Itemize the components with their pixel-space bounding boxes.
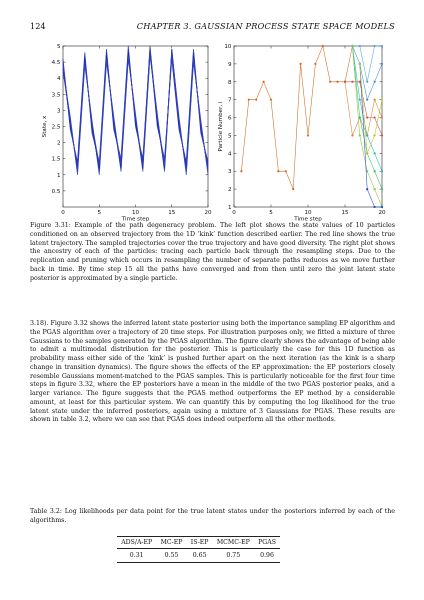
figure-caption: Figure 3.31: Example of the path degeneracy problem. The left plot shows the state values of 10 particles conditioned on an observed trajectory from the 1D ‘kink’ function described earlier. The red line shows the true latent trajectory. The sampled trajectories cover the true trajectory and have good diversity. The right plot shows the ancestry of each of the particles: tracing each particle back through the resampling steps. Due to the replication and pruning which occurs in resampling the number of separate paths reduces as we move further back in time. By time step 15 all the paths have converged and from then until zero the joint latent state posterior is approximated by a single particle. (30, 222, 395, 282)
data-point (381, 206, 383, 208)
table-header-cell: IS-EP (187, 537, 213, 549)
data-point (381, 63, 383, 65)
y-tick-label: 5 (227, 133, 232, 140)
y-tick-label: 9 (227, 61, 232, 68)
log-likelihood-table (117, 536, 280, 563)
data-point (240, 170, 242, 172)
y-tick-label: 3.5 (51, 92, 61, 99)
data-point (270, 99, 272, 101)
data-point (366, 81, 368, 83)
table-header-cell: MCMC-EP (213, 537, 254, 549)
data-point (374, 45, 376, 47)
data-point (359, 45, 361, 47)
table-cell: 0.31 (117, 549, 156, 563)
data-point (344, 81, 346, 83)
table-header-cell: MC-EP (156, 537, 186, 549)
x-tick-label: 20 (204, 210, 212, 216)
page-header (30, 21, 395, 33)
table-cell: 0.65 (187, 549, 213, 563)
data-point (381, 99, 383, 101)
x-axis-label: Time step (121, 216, 150, 222)
y-tick-label: 1 (227, 205, 232, 211)
data-point (381, 116, 383, 118)
x-tick-label: 5 (269, 210, 273, 216)
y-tick-label: 4 (56, 76, 61, 83)
data-point (277, 170, 279, 172)
figure-3-31 (0, 36, 424, 222)
data-point (329, 81, 331, 83)
x-tick-label: 0 (232, 210, 236, 216)
table-cell: 0.75 (213, 549, 254, 563)
data-point (285, 170, 287, 172)
x-tick-label: 15 (341, 210, 349, 216)
data-point (366, 99, 368, 101)
chapter-title: CHAPTER 3. GAUSSIAN PROCESS STATE SPACE MODELS (136, 21, 395, 31)
y-tick-label: 1.5 (51, 156, 61, 163)
data-point (366, 152, 368, 154)
data-point (381, 188, 383, 190)
table-row (117, 549, 280, 563)
y-tick-label: 7 (227, 97, 232, 104)
data-point (255, 99, 257, 101)
table-header-cell: ADS/A-EP (117, 537, 156, 549)
data-point (292, 188, 294, 190)
x-tick-label: 15 (168, 210, 176, 216)
y-axis-label: Particle Number, i (218, 101, 224, 152)
y-tick-label: 3 (56, 108, 61, 115)
y-tick-label: 3 (227, 169, 232, 176)
data-point (381, 134, 383, 136)
data-point (248, 99, 250, 101)
data-point (374, 116, 376, 118)
data-point (374, 99, 376, 101)
x-tick-label: 5 (97, 210, 102, 216)
data-point (314, 63, 316, 65)
data-point (374, 188, 376, 190)
data-point (374, 206, 376, 208)
y-tick-label: 10 (224, 44, 232, 50)
data-point (381, 170, 383, 172)
data-point (374, 170, 376, 172)
table-header-cell: PGAS (254, 537, 280, 549)
page-number: 124 (30, 21, 46, 31)
data-point (381, 45, 383, 47)
data-point (374, 134, 376, 136)
x-tick-label: 10 (131, 210, 140, 216)
data-point (307, 134, 309, 136)
data-point (351, 81, 353, 83)
data-point (366, 116, 368, 118)
x-axis-label: Time step (294, 216, 322, 222)
data-point (366, 134, 368, 136)
x-tick-label: 0 (61, 210, 65, 216)
table-cell: 0.55 (156, 549, 186, 563)
table-header-row (117, 537, 280, 549)
y-tick-label: 1 (56, 172, 61, 179)
data-point (263, 81, 265, 83)
y-tick-label: 4 (227, 151, 232, 158)
data-point (351, 134, 353, 136)
data-point (359, 134, 361, 136)
data-point (359, 116, 361, 118)
y-tick-label: 2.5 (51, 124, 61, 131)
x-tick-label: 10 (304, 210, 312, 216)
y-tick-label: 6 (227, 115, 232, 122)
data-point (374, 152, 376, 154)
data-point (359, 63, 361, 65)
y-tick-label: 2 (227, 187, 232, 194)
data-point (374, 81, 376, 83)
y-tick-label: 2 (56, 140, 61, 147)
data-point (366, 188, 368, 190)
x-tick-label: 20 (378, 210, 386, 216)
right-plot-frame (234, 46, 382, 207)
y-axis-label: State, x (42, 115, 48, 138)
table-caption: Table 3.2: Log likelihoods per data point for the true latent states under the posteriors inferred by each of the algorithms. (30, 508, 395, 524)
body-paragraph: 3.18). Figure 3.32 shows the inferred latent state posterior using both the importance sampling EP algorithm and the PGAS algorithm over a trajectory of 20 time steps. For illustration purposes only, we fitted a mixture of three Gaussians to the samples generated by the PGAS algorithm. The figure clearly shows the advantage of being able to admit a multimodal distribution for the posterior. This is particularly the case for this 1D function as probability mass either side of the ‘kink’ is pushed further apart on the next iteration (as the kink is a sharp change in transition dynamics). The figure shows the effects of the EP approximation: the EP posteriors closely resemble Gaussians moment-matched to the PGAS samples. This is particularly noticeable for the first four time steps in figure 3.32, where the EP posteriors have a mean in the middle of the two PGAS posterior peaks, and a larger variance. The figure suggests that the PGAS method outperforms the EP method by a considerable amount, at least for this particular system. We can quantify this by computing the log likelihood for the true latent state under the inferred posteriors, again using a mixture of 3 Gaussians for PGAS. These results are shown in table 3.2, where we can see that PGAS does indeed outperform all the other methods. (30, 320, 395, 424)
data-point (351, 45, 353, 47)
data-point (337, 81, 339, 83)
y-tick-label: 8 (227, 79, 232, 86)
y-tick-label: 4.5 (51, 60, 61, 67)
y-tick-label: 0.5 (51, 188, 61, 195)
y-tick-label: 5 (56, 44, 61, 50)
table-cell: 0.96 (254, 549, 280, 563)
data-point (359, 99, 361, 101)
data-point (322, 45, 324, 47)
data-point (300, 63, 302, 65)
